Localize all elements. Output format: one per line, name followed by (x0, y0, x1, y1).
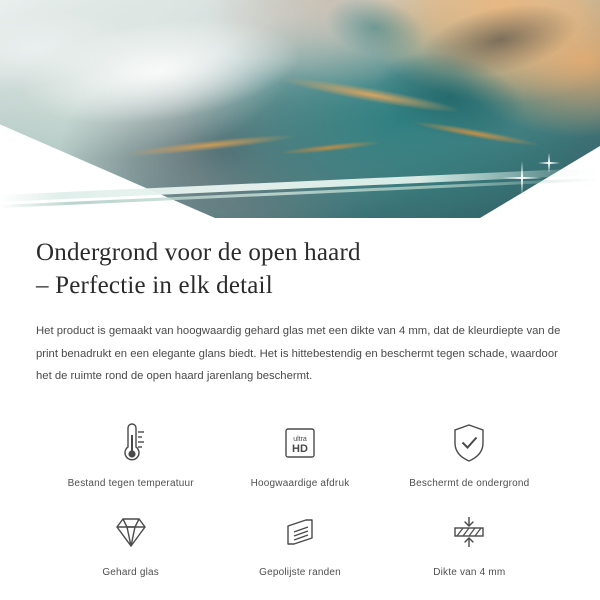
feature-grid (36, 414, 564, 588)
feature-item-temperature (46, 414, 215, 499)
description-paragraph: Het product is gemaakt van hoogwaardig gehard glas met een dikte van 4 mm, dat de kleurdiepte van de print benadrukt en een elegante glans biedt. Het is hittebestendig en beschermt tegen schade, waardoor het de ruimte rond de open haard jarenlang beschermt. (36, 325, 561, 383)
feature-item-thickness (385, 503, 554, 588)
feature-label: Gepolijste randen (259, 566, 341, 578)
thickness-4mm-icon (445, 509, 493, 555)
shield-check-icon (448, 420, 490, 466)
feature-label: Bestand tegen temperatuur (67, 477, 194, 489)
thermometer-icon (111, 420, 151, 466)
feature-item-print-quality (215, 414, 384, 499)
feature-item-protection (385, 414, 554, 499)
text-content (0, 236, 600, 588)
headline-line-2: – Perfectie in elk detail (36, 272, 273, 299)
hero-product-image (0, 0, 600, 218)
feature-label: Gehard glas (102, 566, 159, 578)
ultra-hd-icon (278, 420, 322, 466)
marble-artwork (0, 0, 600, 218)
headline-line-1: Ondergrond voor de open haard (36, 239, 361, 266)
svg-text:HD: HD (292, 442, 308, 455)
feature-label: Hoogwaardige afdruk (250, 477, 350, 489)
feature-label: Beschermt de ondergrond (409, 477, 530, 489)
feature-item-tempered-glass (46, 503, 215, 588)
page-title (36, 236, 564, 302)
svg-text:ultra: ultra (293, 435, 307, 443)
polished-edges-icon (278, 509, 322, 555)
diamond-icon (109, 509, 153, 555)
feature-label: Dikte van 4 mm (433, 566, 506, 578)
feature-item-polished-edges (215, 503, 384, 588)
